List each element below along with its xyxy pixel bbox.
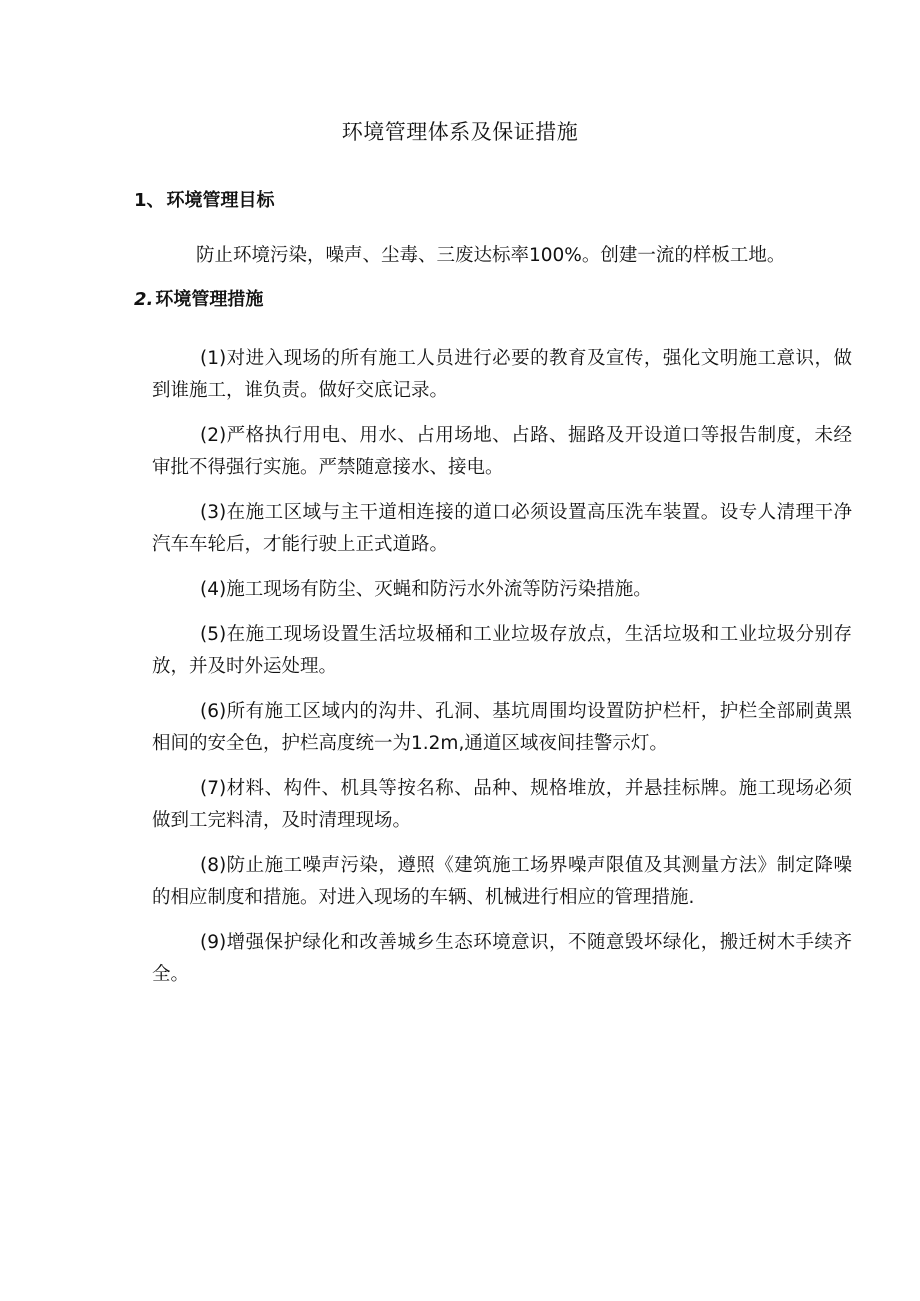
- measure-index: (4): [200, 579, 227, 600]
- section-1-number: 1、: [134, 190, 165, 211]
- measure-item: [152, 773, 852, 837]
- measure-index: (5): [200, 624, 227, 645]
- document-title: 环境管理体系及保证措施: [341, 120, 579, 144]
- measure-text: 对进入现场的所有施工人员进行必要的教育及宣传，强化文明施工意识，做到谁施工，谁负责。做好交底记录。: [152, 348, 852, 401]
- measure-text: 所有施工区域内的沟井、孔洞、基坑周围均设置防护栏杆，护栏全部刷黄黑相间的安全色，护栏高度统一为1.2m,通道区域夜间挂警示灯。: [152, 701, 852, 754]
- section-2-title: 环境管理措施: [155, 289, 264, 310]
- measure-item: [152, 343, 852, 407]
- measure-index: (9): [200, 932, 227, 953]
- measure-index: (8): [200, 855, 227, 876]
- measure-index: (6): [200, 701, 227, 722]
- measure-text: 在施工现场设置生活垃圾桶和工业垃圾存放点，生活垃圾和工业垃圾分别存放，并及时外运处理。: [152, 624, 852, 677]
- measure-index: (7): [200, 778, 227, 799]
- measure-item: [152, 696, 852, 760]
- measure-item: [152, 420, 852, 484]
- section-1-heading: [134, 188, 275, 214]
- measure-text: 施工现场有防尘、灭蝇和防污水外流等防污染措施。: [226, 579, 652, 600]
- section-1-text: 防止环境污染，噪声、尘毒、三废达标率100%。创建一流的样板工地。: [196, 245, 786, 266]
- measure-item: [152, 574, 852, 606]
- measure-index: (3): [200, 502, 227, 523]
- measure-item: [152, 619, 852, 683]
- measures-list: [152, 343, 852, 1004]
- section-2-number: 2.: [134, 289, 154, 310]
- measure-item: [152, 497, 852, 561]
- measure-index: (1): [200, 348, 227, 369]
- measure-index: (2): [200, 425, 227, 446]
- section-2-heading: [134, 287, 263, 313]
- measure-text: 防止施工噪声污染，遵照《建筑施工场界噪声限值及其测量方法》制定降噪的相应制度和措施。对进入现场的车辆、机械进行相应的管理措施.: [152, 855, 852, 908]
- measure-text: 在施工区域与主干道相连接的道口必须设置高压洗车装置。设专人清理干净汽车车轮后，才能行驶上正式道路。: [152, 502, 852, 555]
- measure-item: [152, 927, 852, 991]
- measure-text: 严格执行用电、用水、占用场地、占路、掘路及开设道口等报告制度，未经审批不得强行实施。严禁随意接水、接电。: [152, 425, 852, 478]
- measure-text: 增强保护绿化和改善城乡生态环境意识，不随意毁坏绿化，搬迁树木手续齐全。: [152, 932, 852, 985]
- measure-text: 材料、构件、机具等按名称、品种、规格堆放，并悬挂标牌。施工现场必须做到工完料清，及时清理现场。: [152, 778, 852, 831]
- measure-item: [152, 850, 852, 914]
- section-1-title: 环境管理目标: [166, 190, 275, 211]
